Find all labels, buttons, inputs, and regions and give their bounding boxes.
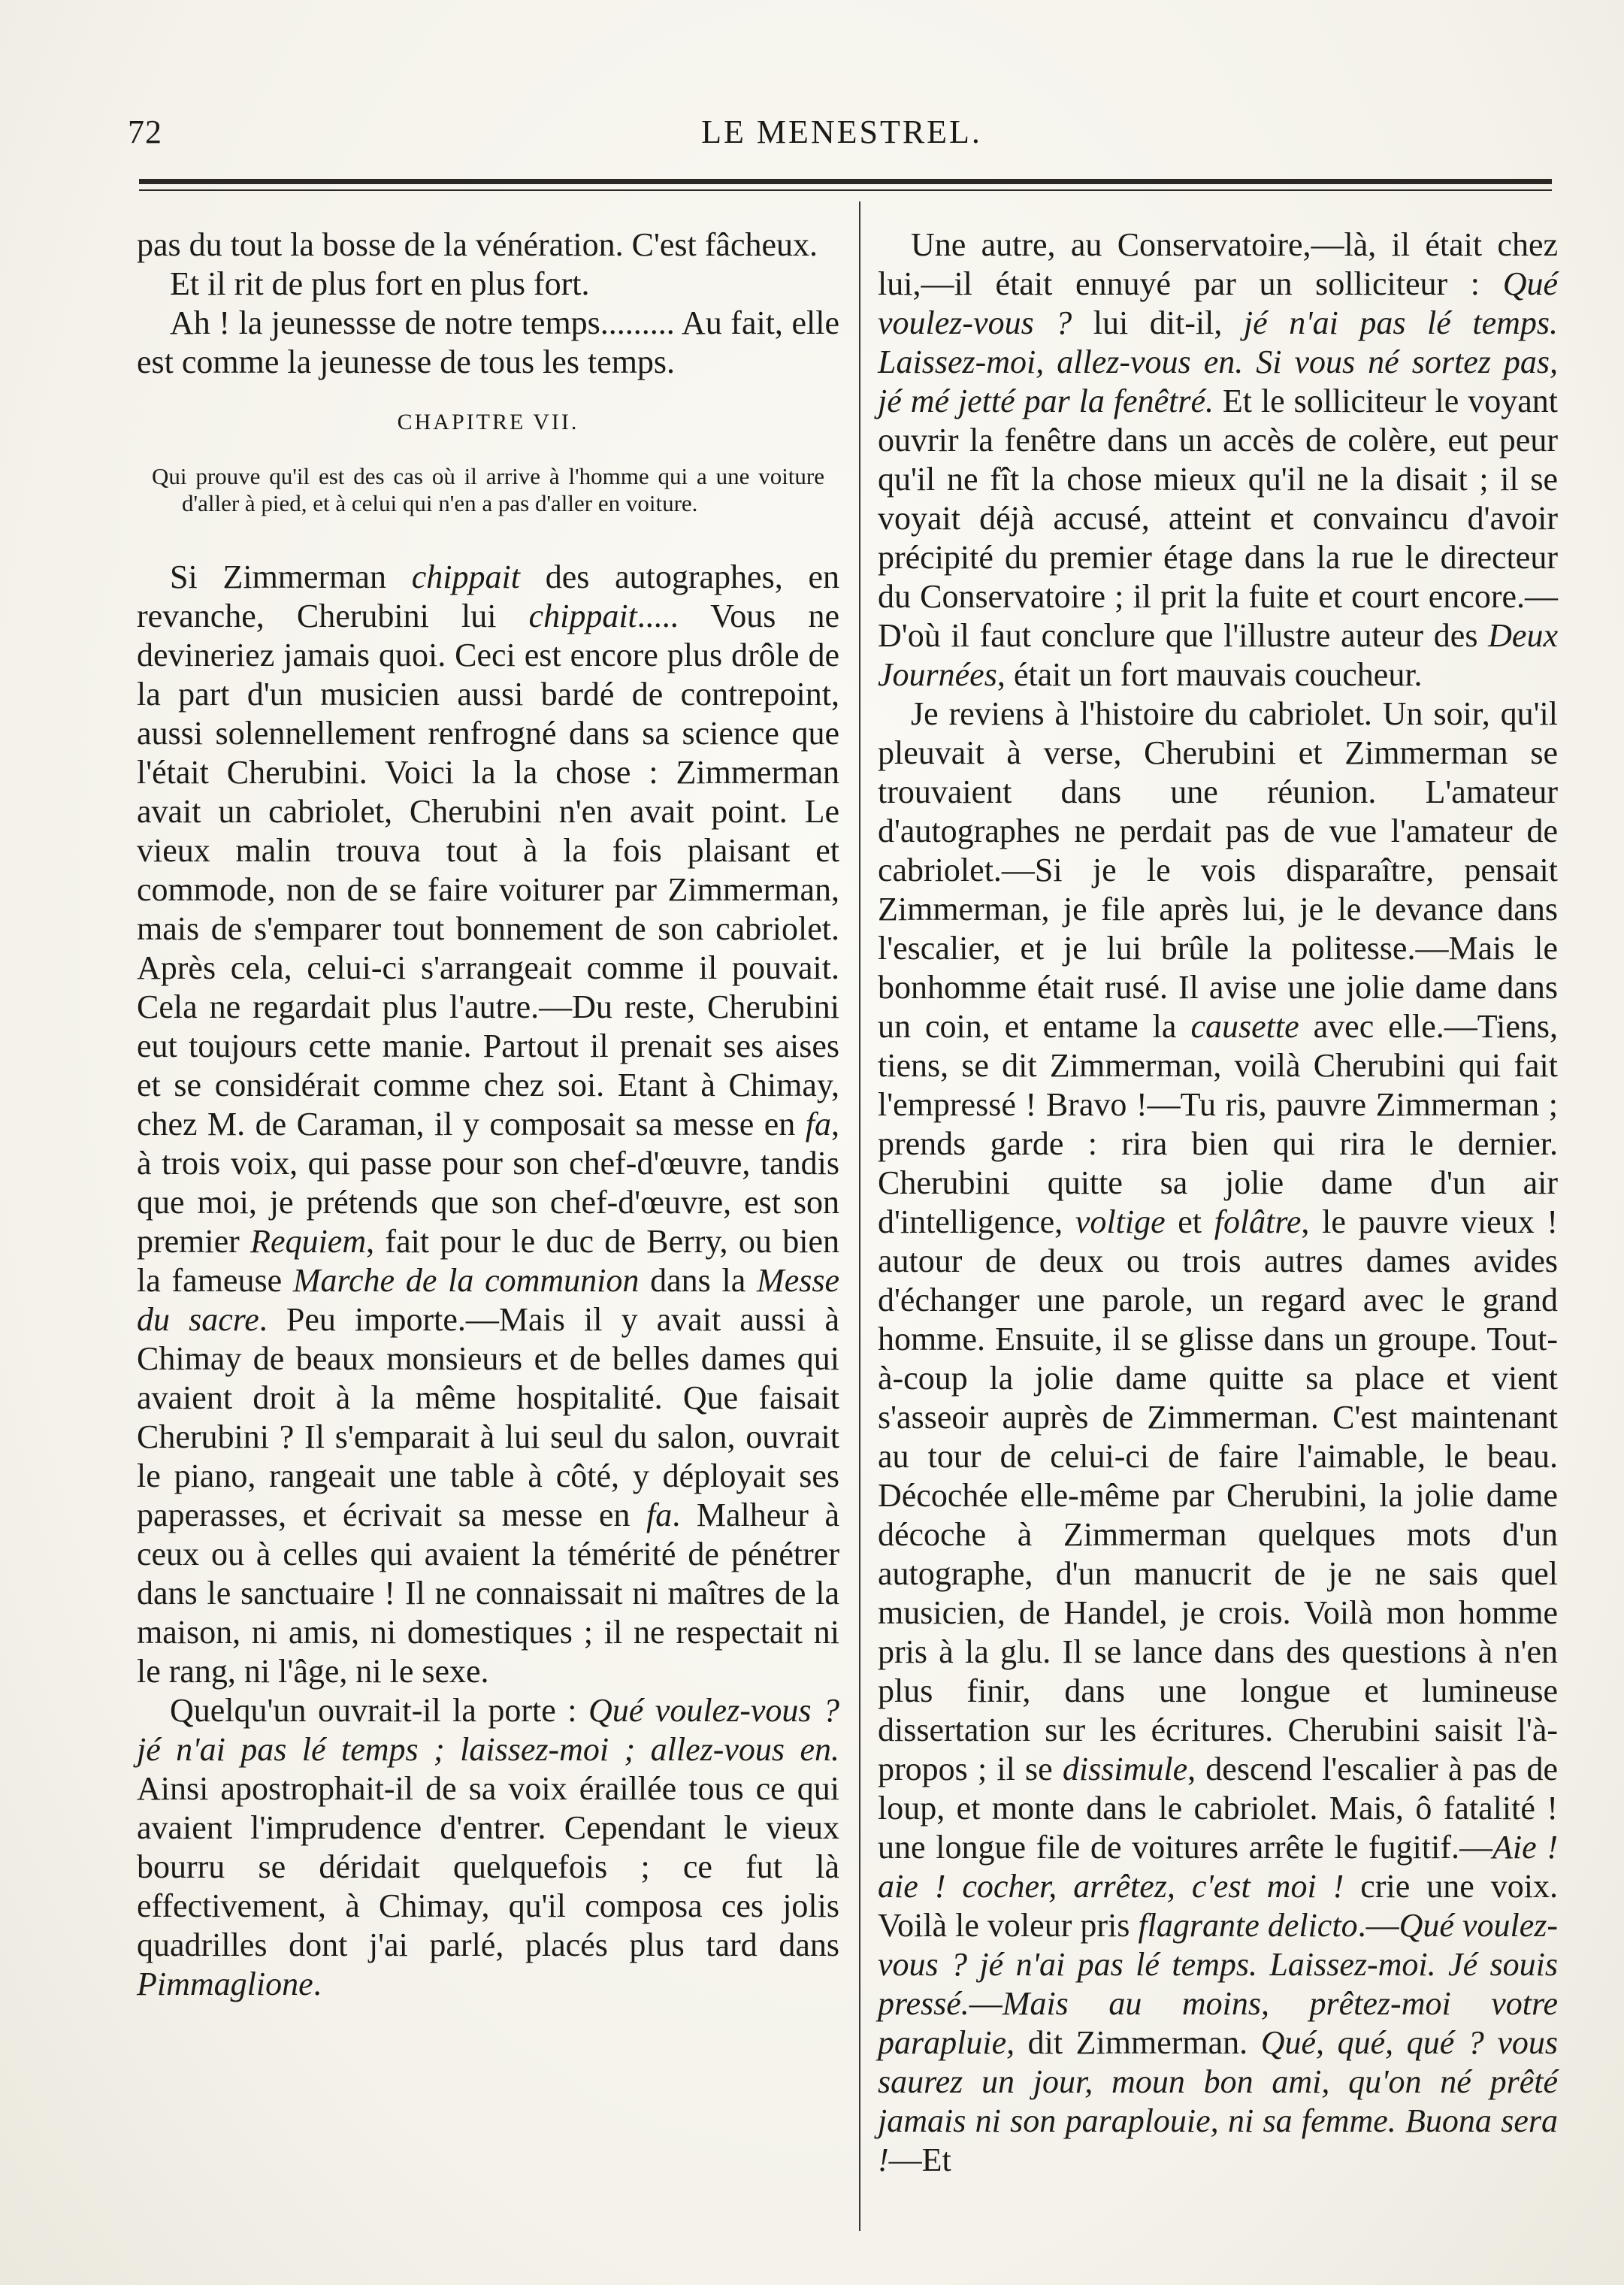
text-run: dit Zimmerman.	[1015, 2024, 1261, 2061]
italic-run: Deux Journées	[878, 617, 1558, 693]
text-run: —	[969, 1985, 1003, 2022]
italic-run: Qué voulez-vous ? jé n'ai pas lé temps. Laissez-moi. Jé souis pressé.	[878, 1907, 1558, 2022]
text-run: Je reviens à l'histoire du cabriolet. Un soir, qu'il pleuvait à verse, Cherubini et Zimmerman se trouvaient dans une réunion. L'amateur d'autographes ne perdait pas de vue l'amateur de cabriolet.—Si je le vois disparaître, pensait Zimmerman, je file après lui, je le devance dans l'escalier, et je lui brûle la politesse.—Mais le bonhomme était rusé. Il avise une jolie dame dans un coin, et entame la	[878, 695, 1558, 1045]
text-run: , était un fort mauvais coucheur.	[996, 656, 1423, 693]
paragraph: pas du tout la bosse de la vénération. C'est fâcheux.	[137, 226, 818, 263]
text-run: dans la	[639, 1262, 758, 1299]
italic-run: causette	[1190, 1008, 1299, 1045]
italic-run: Marche de la communion	[292, 1262, 640, 1299]
text-run: Si Zimmerman	[170, 558, 412, 595]
italic-run: Pimmaglione	[137, 1966, 313, 2002]
text-run: .	[313, 1966, 322, 2002]
page-header	[128, 113, 1556, 158]
text-run: et	[1165, 1203, 1214, 1240]
chapter-summary: Qui prouve qu'il est des cas où il arrive à l'homme qui a une voiture d'aller à pied, et à celui qui n'en a pas d'aller en voiture.	[152, 463, 824, 516]
italic-run: chippait	[528, 598, 637, 634]
italic-run: chippait	[411, 558, 520, 595]
italic-run: Aie ! aie ! cocher, arrêtez, c'est moi !	[878, 1829, 1558, 1905]
italic-run: Requiem	[250, 1223, 367, 1260]
italic-run: dissimule	[1062, 1751, 1188, 1787]
italic-run: Qué voulez-vous ?	[878, 265, 1558, 341]
paragraph	[137, 1691, 839, 2004]
text-run: ..... Vous ne devineriez jamais quoi. Ceci est encore plus drôle de la part d'un musicien aussi bardé de contrepoint, aussi solennellement renfrogné dans sa science que l'était Cherubini. Voici la la chose : Zimmerman avait un cabriolet, Cherubini n'en avait point. Le vieux malin trouva tout à la fois plaisant et commode, non de se faire voiturer par Zimmerman, mais de s'emparer tout bonnement de son cabriolet. Après cela, celui-ci s'arrangeait comme il pouvait. Cela ne regardait plus l'autre.—Du reste, Cherubini eut toujours cette manie. Partout il prenait ses aises et se considérait comme chez soi. Etant à Chimay, chez M. de Caraman, il y composait sa messe en	[137, 598, 839, 1142]
italic-run: Mais au moins, prêtez-moi votre parapluie,	[878, 1985, 1558, 2061]
italic-run: fa	[646, 1497, 673, 1533]
column-divider	[859, 201, 860, 2231]
chapter-title: CHAPITRE VII.	[397, 410, 579, 434]
italic-run: jé n'ai pas lé temps. Laissez-moi, allez-vous en. Si vous né sortez pas, jé mé jetté par la fenêtré.	[878, 304, 1559, 419]
text-run: .—	[1357, 1907, 1399, 1944]
header-rule-thin	[139, 189, 1552, 191]
header-rule-thick	[139, 179, 1552, 184]
text-run: Et le solliciteur le voyant ouvrir la fenêtre dans un accès de colère, eut peur qu'il ne fît la chose mieux qu'il ne la disait ; il se voyait déjà accusé, atteint et convaincu d'avoir précipité du premier étage dans la rue le directeur du Conservatoire ; il prit la fuite et court encore.—D'où il faut conclure que l'illustre auteur des	[878, 383, 1558, 654]
text-run: , descend l'escalier à pas de loup, et monte dans le cabriolet. Mais, ô fatalité ! une longue file de voitures arrête le fugitif.—	[878, 1751, 1558, 1866]
text-run: , fait pour le duc de Berry, ou bien la fameuse	[137, 1223, 839, 1299]
italic-run: voltige	[1075, 1203, 1166, 1240]
italic-run: Qué voulez-vous ? jé n'ai pas lé temps ; laissez-moi ; allez-vous en.	[137, 1692, 840, 1768]
right-column	[878, 225, 1558, 2180]
text-run: . Peu importe.—Mais il y avait aussi à Chimay de beaux monsieurs et de belles dames qui avaient droit à la même hospitalité. Que faisait Cherubini ? Il s'emparait à lui seul du salon, ouvrait le piano, rangeait une table à côté, y déployait ses paperasses, et écrivait sa messe en	[137, 1301, 839, 1533]
page-number: 72	[128, 113, 162, 150]
paragraph: Et il rit de plus fort en plus fort.	[170, 265, 590, 302]
italic-run: fa	[805, 1106, 831, 1142]
text-run: crie une voix. Voilà le voleur pris	[878, 1868, 1558, 1944]
running-title: LE MENESTREL.	[701, 113, 982, 150]
text-run: Une autre, au Conservatoire,—là, il était chez lui,—il était ennuyé par un solliciteur :	[878, 226, 1558, 302]
left-column	[137, 225, 839, 2004]
text-run: des autographes, en revanche, Cherubini lui	[137, 558, 839, 634]
paragraph	[878, 225, 1558, 695]
text-run: . Malheur à ceux ou à celles qui avaient la témérité de pénétrer dans le sanctuaire ! Il ne connaissait ni maîtres de la maison, ni amis, ni domestiques ; il ne respectait ni le rang, ni l'âge, ni le sexe.	[137, 1497, 839, 1690]
italic-run: folâtre	[1214, 1203, 1302, 1240]
text-run: —Et	[888, 2141, 951, 2178]
text-run: lui dit-il,	[1072, 304, 1244, 341]
text-run: Ainsi apostrophait-il de sa voix éraillée tous ce qui avaient l'imprudence d'entrer. Cependant le vieux bourru se déridait quelquefois ; ce fut là effectivement, à Chimay, qu'il composa ces jolis quadrilles dont j'ai parlé, placés plus tard dans	[137, 1770, 839, 1963]
text-run: avec elle.—Tiens, tiens, se dit Zimmerman, voilà Cherubini qui fait l'empressé ! Bravo !—Tu ris, pauvre Zimmerman ; prends garde : rira bien qui rira le dernier. Cherubini quitte sa jolie dame d'un air d'intelligence,	[878, 1008, 1558, 1240]
text-run: , à trois voix, qui passe pour son chef-d'œuvre, tandis que moi, je prétends que son chef-d'œuvre, est son premier	[137, 1106, 839, 1260]
paragraph	[878, 695, 1558, 2180]
paragraph: Ah ! la jeunessse de notre temps......... Au fait, elle est comme la jeunesse de tous les temps.	[137, 304, 839, 380]
italic-run: Messe du sacre	[137, 1262, 840, 1338]
text-run: , le pauvre vieux ! autour de deux ou trois autres dames avides d'échanger une parole, un regard avec le grand homme. Ensuite, il se glisse dans un groupe. Tout-à-coup la jolie dame quitte sa place et vient s'asseoir auprès de Zimmerman. C'est maintenant au tour de celui-ci de faire l'aimable, le beau. Décochée elle-même par Cherubini, la jolie dame décoche à Zimmerman quelques mots d'un autographe, d'un manucrit de je ne sais quel musicien, de Handel, je crois. Voilà mon homme pris à la glu. Il se lance dans des questions à n'en plus finir, dans une longue et lumineuse dissertation sur les écritures. Cherubini saisit l'à-propos ; il se	[878, 1203, 1559, 1787]
paragraph	[137, 558, 839, 1691]
italic-run: flagrante delicto	[1138, 1907, 1358, 1944]
italic-run: Qué, qué, qué ? vous saurez un jour, moun bon ami, qu'on né prêté jamais ni son paraplouie, ni sa femme. Buona sera !	[878, 2024, 1558, 2178]
text-run: Quelqu'un ouvrait-il la porte :	[170, 1692, 589, 1729]
